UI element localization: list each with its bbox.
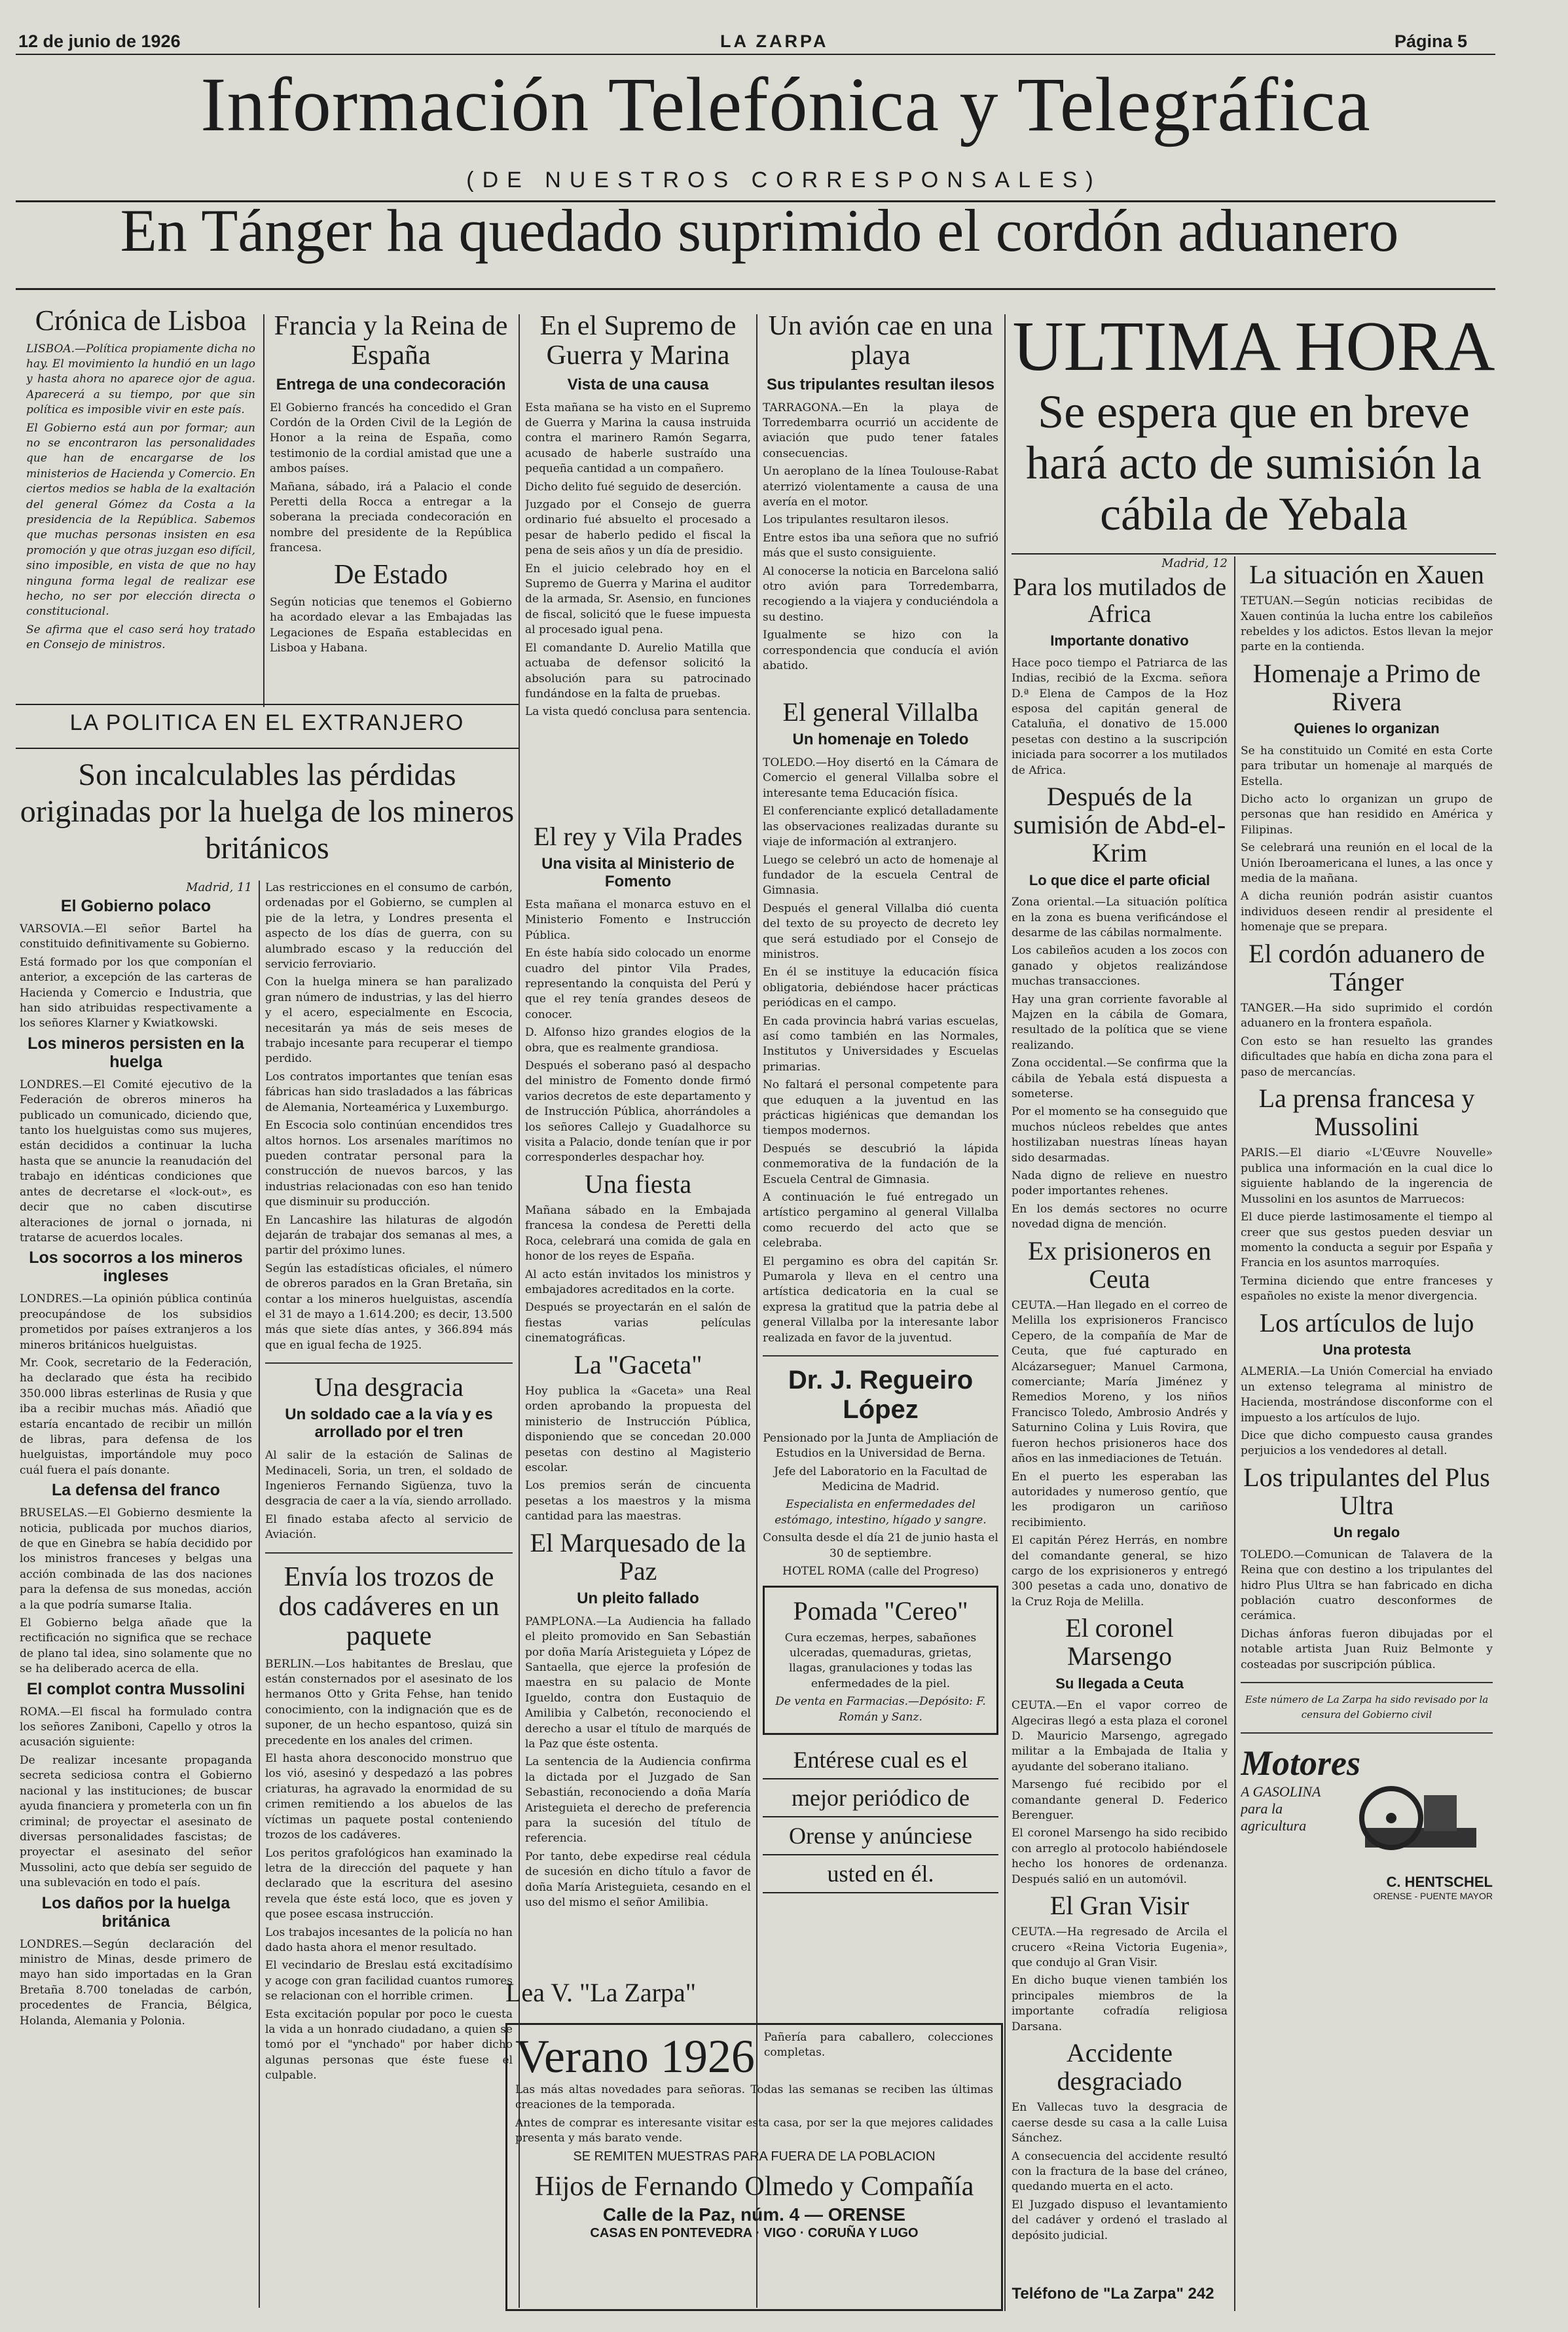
article-heading: La prensa francesa y Mussolini xyxy=(1258,1084,1475,1142)
article-heading: El Gran Visir xyxy=(1049,1891,1190,1921)
column-rule xyxy=(263,314,264,707)
article-heading: El rey y Vila Prades xyxy=(533,822,742,851)
article-avion: Un avión cae en una playa Sus tripulantes resultan ilesos TARRAGONA.—En la playa de Torredembarra ocurrió un accidente de aviación que pudo tener fatales consecuencias. Un aeroplano de la línea Toulouse-Rabat aterrizó violentamente a causa de una avería en el motor. Los tripulantes resultaron ilesos. Entre estos iba una señora que no sufrió más que el susto consiguiente. Al conocerse la noticia en Barcelona salió otro avión para Torredembarra, recogiendo a la viajera y conduciéndola a su destino. Igualmente se hizo con la correspondencia que conducía el avión abatido. xyxy=(763,311,998,673)
article-heading: Crónica de Lisboa xyxy=(35,304,247,337)
telephone-number: Teléfono de "La Zarpa" 242 xyxy=(1012,2285,1214,2303)
column-rule xyxy=(1234,556,1235,2311)
section-rule xyxy=(16,748,519,749)
section-label: LA POLITICA EN EL EXTRANJERO xyxy=(69,710,465,735)
headline-rule xyxy=(16,288,1495,290)
advert-motores: Motores A GASOLINA para la agricultura xyxy=(1241,1743,1493,1874)
article-heading: La situación en Xauen xyxy=(1249,560,1484,589)
article-lisboa: Crónica de Lisboa LISBOA.—Política propiamente dicha no hay. El movimiento la hundió en un lago y hasta ahora no aparece ojor de agua. Aparecerá a su tiempo, por que sin política es imposible vivir en este país. El Gobierno está aun por formar; aun no se encontraron las personalidades que han de encargarse de los ministerios de Hacienda y Comercio. En ciertos medios se habla de la exaltación del general Gómez da Costa a la presidencia de la República. Sabemos que muchas personas insisten en esa promoción y que otras juzgan eso difícil, sino imposible, en vista de que no hay ninguna forma legal de realizar ese hecho, no ser por elección directa o constitucional. Se afirma que el caso será hoy tratado en Consejo de ministros. xyxy=(26,304,255,652)
masthead-subtitle: (DE NUESTROS CORRESPONSALES) xyxy=(466,168,1102,192)
article-right: La situación en Xauen TETUAN.—Según noticias recibidas de Xauen continúa la lucha entre los cabileños rebeldes y los adictos. Estos llevan la mejor parte en la contienda. Homenaje a Primo de Rivera Quienes lo organizan Se ha constituido un Comité en esta Corte para tributar un homenaje al marqués de Estella. Dicho acto lo organizan un grupo de personas que han residido en América y Filipinas. Se celebrará una reunión en el local de la Unión Iberoamericana el lunes, a las once y media de la mañana. A dicha reunión podrán asistir cuantos individuos deseen rendir al presidente el homenaje que se prepara. El cordón aduanero de Tánger TANGER.—Ha sido suprimido el cordón aduanero en la frontera española. Con esto se han resuelto las grandes dificultades que había en dicha zona para el paso de mercancías. La prensa francesa y Mussolini PARIS.—El diario «L'Œuvre Nouvelle» publica una información en la cual dice lo siguiente hablando de la ingerencia de Mussolini en los asuntos de Marruecos: El duce pierde lastimosamente el tiempo al creer que sus gestos pueden desviar un momento la conducta a seguir por España y Francia en los asuntos marroquíes. Termina diciendo que entre franceses y españoles no existe la menor divergencia. Los artículos de lujo Una protesta ALMERIA.—La Unión Comercial ha enviado un extenso telegrama al ministro de Hacienda, mostrándose disconforme con el impuesto a los artículos de lujo. Dice que dicho compuesto causa grandes perjuicios a los vendedores al detall. Los tripulantes del Plus Ultra Un regalo TOLEDO.—Comunican de Talavera de la Reina que con destino a los tripulantes del hidro Plus Ultra se han fabricado en dicha población cuatro desconformes de cerámica. Dichas ánforas fueron dibujadas por el notable artista Juan Ruiz Belmonte y costeadas por suscripción pública. Este número de La Zarpa ha sido revisado por la censura del Gobierno civil Motores A GASOLINA para la agricultura C. HENTSCHEL ORENSE - PUENTE MAYOR xyxy=(1241,560,1493,1901)
article-heading: Ex prisioneros en Ceuta xyxy=(1028,1235,1211,1294)
advert-cereo: Pomada "Cereo" Cura eczemas, herpes, sabañones ulceradas, quemaduras, grietas, llagas, granulaciones y todas las enfermedades de la piel. De venta en Farmacias.—Depósito: F. Román y Sanz. xyxy=(763,1586,998,1735)
section-rule xyxy=(1012,553,1496,555)
article-heading: Para los mutilados de Africa xyxy=(1012,574,1227,629)
article-heading: El Marquesado de la Paz xyxy=(530,1527,746,1586)
censorship-note: Este número de La Zarpa ha sido revisado por la censura del Gobierno civil xyxy=(1245,1694,1489,1721)
column-rule xyxy=(756,314,757,2308)
top-rule xyxy=(16,54,1495,55)
article-heading: Una desgracia xyxy=(314,1372,464,1402)
issue-date: 12 de junio de 1926 xyxy=(18,31,181,51)
main-headline: En Tánger ha quedado suprimido el cordón aduanero xyxy=(120,197,1399,264)
advert-enterese: Entérese cual es el mejor periódico de Orense y anúnciese usted en él. xyxy=(763,1741,998,1893)
advert-regueiro: Dr. J. Regueiro López xyxy=(788,1366,974,1424)
article-heading: Accidente desgraciado xyxy=(1057,2038,1182,2096)
article-heading: De Estado xyxy=(334,559,448,590)
paper-name: LA ZARPA xyxy=(720,31,829,51)
ultima-hora-label: ULTIMA HORA xyxy=(1012,308,1495,386)
article-heading: Los artículos de lujo xyxy=(1259,1307,1474,1338)
article-francia: Francia y la Reina de España Entrega de una condecoración El Gobierno francés ha concedido el Gran Cordón de la Orden Civil de la Legión de Honor a la reina de España, como testimonio de la cordial amistad que une a ambos países. Mañana, sábado, irá a Palacio el conde Peretti della Rocca a entregar a la soberana la preciada condecoración en nombre del presidente de la República francesa. De Estado Según noticias que tenemos el Gobierno ha acordado elevar a las Embajadas las Legaciones de España establecidas en Lisboa y Habana. xyxy=(270,311,512,655)
article-rey-etc: El rey y Vila Prades Una visita al Ministerio de Fomento Esta mañana el monarca estuvo en el Ministerio Fomento e Instrucción Pública. En éste había sido colocado un enorme cuadro del pintor Vila Prades, representando la conquista del Perú y que el rey tenía grandes deseos de conocer. D. Alfonso hizo grandes elogios de la obra, que es realmente grandiosa. Después el soberano pasó al despacho del ministro de Fomento donde firmó varios decretos de este departamento y de Instrucción Pública, ahorrándoles a los señores Callejo y Guadalhorce su visita a Palacio, donde tenían que ir por corresponderles despachar hoy. Una fiesta Mañana sábado en la Embajada francesa la condesa de Peretti della Roca, celebrará una comida de gala en honor de los reyes de España. Al acto están invitados los ministros y embajadores acreditados en la corte. Después se proyectarán en el salón de fiestas varias películas cinematográficas. La "Gaceta" Hoy publica la «Gaceta» una Real orden aprobando la propuesta del ministerio de Instrucción Pública, disponiendo que se concedan 20.000 pesetas con destino al Magisterio escolar. Los premios serán de cincuenta pesetas a los maestros y la misma cantidad para las maestras. El Marquesado de la Paz Un pleito fallado PAMPLONA.—La Audiencia ha fallado el pleito promovido en San Sebastián por doña María Aristeguieta y López de Santaella, que ejerce la profesión de maestra en su palacio de Monte Igueldo, contra don Eustaquio de Amilibia y Calbetón, reconociendo el derecho a usar el título de marqués de la Paz que éste ostenta. La sentencia de la Audiencia confirma la dictada por el Juzgado de San Sebastián, reconociendo a doña María Aristeguieta el derecho de preferencia para la sucesión del título de referencia. Por tanto, debe expedirse real cédula de sucesión en dicho título a favor de doña María Aristeguieta, cesando en el uso del mismo el señor Amilibia. xyxy=(525,822,751,1910)
advert-lea: Lea V. "La Zarpa" xyxy=(505,1978,697,2007)
article-heading: Envía los trozos de dos cadáveres en un paquete xyxy=(278,1561,500,1652)
article-heading: Una fiesta xyxy=(584,1169,692,1199)
article-heading: Un avión cae en una playa xyxy=(768,311,993,371)
masthead: Información Telefónica y Telegráfica xyxy=(200,62,1371,147)
column-rule xyxy=(1004,314,1006,2311)
ultima-hora-banner xyxy=(1012,308,1496,556)
ultima-hora-headline: Se espera que en breve hará acto de sumisión la cábila de Yebala xyxy=(1026,386,1482,540)
article-huelga-head xyxy=(16,753,519,877)
article-heading: Francia y la Reina de España xyxy=(274,311,508,371)
article-heading: El general Villalba xyxy=(782,697,979,727)
article-heading: La "Gaceta" xyxy=(574,1349,702,1379)
article-madrid: Madrid, 12 Para los mutilados de Africa Importante donativo Hace poco tiempo el Patriarca de las Indias, recibió de la Excma. señora D.ª Elena de Campos de la Hoz esposa del capitán general de Cataluña, el donativo de 15.000 pesetas con destino a la suscripción iniciada para socorrer a los mutilados de Africa. Después de la sumisión de Abd-el-Krim Lo que dice el parte oficial Zona oriental.—La situación política en la zona es buena verificándose el desarme de las cábilas normalmente. Los cabileños acuden a los zocos con ganado y objetos realizándose muchas transacciones. Hay una gran corriente favorable al Majzen en la cábila de Gomara, resultado de la política que se viene realizando. Zona occidental.—Se confirma que la cábila de Yebala está dispuesta a someterse. Por el momento se ha conseguido que muchos núcleos rebeldes que antes hostilizaban nuestras líneas hayan sido desarmadas. Nada digno de relieve en nuestro poder importantes rehenes. En los demás sectores no ocurre novedad digna de mención. Ex prisioneros en Ceuta CEUTA.—Han llegado en el correo de Melilla los exprisioneros Francisco Cepero, de la compañía de Mar de Ceuta, que fué capturado en Alcázarseguer; Manuel Carmona, comerciante; María Jiménez y Remedios Moreno, y los niños Francisco Toledo, Ambrosio Andrés y Saturnino Colina y Luis Rovira, que fueron hechos prisioneros hace dos años en las inmediaciones de Tetuán. En el puerto les esperaban las autoridades y numeroso gentío, que les prodigaron un cariñoso recibimiento. El capitán Pérez Herrás, en nombre del comandante general, se hizo cargo de los exprisioneros y entregó 300 pesetas a cada uno, donativo de la Cruz Roja de Melilla. El coronel Marsengo Su llegada a Ceuta CEUTA.—En el vapor correo de Algeciras llegó a esta plaza el coronel D. Mauricio Marsengo, agregado militar a la Embajada de Italia y ayudante del soberano italiano. Marsengo fué recibido por el comandante general D. Federico Berenguer. El coronel Marsengo ha sido recibido con arreglo al protocolo habiéndosele hecho los honores de ordenanza. Después salió en un automóvil. El Gran Visir CEUTA.—Ha regresado de Arcila el crucero «Reina Victoria Eugenia», que condujo al Gran Visir. En dicho buque vienen también los principales miembros de la importante cofradía religiosa Darsana. Accidente desgraciado En Vallecas tuvo la desgracia de caerse desde su casa a la calle Luisa Sánchez. A consecuencia del accidente resultó con la fractura de la base del cráneo, quedando muerta en el acto. El Juzgado dispuso el levantamiento del cadáver y ordenó el traslado al depósito judicial. xyxy=(1012,556,1228,2242)
column-rule xyxy=(259,881,260,2308)
section-rule xyxy=(16,704,519,705)
article-heading: El cordón aduanero de Tánger xyxy=(1249,938,1485,996)
article-supremo: En el Supremo de Guerra y Marina Vista de una causa Esta mañana se ha visto en el Supremo de Guerra y Marina la causa instruida contra el marinero Ramón Segarra, acusado de haberle sustraído una pequeña cantidad a un compañero. Dicho delito fué seguido de deserción. Juzgado por el Consejo de guerra ordinario fué absuelto el procesado a pesar de haberlo pedido el fiscal la pena de seis años y un día de presidio. En el juicio celebrado hoy en el Supremo de Guerra y Marina el auditor de la armada, Sr. Asensio, en funciones de fiscal, solicitó que le fuese impuesta al procesado igual pena. El comandante D. Aurelio Matilla que actuaba de defensor solicitó la absolución para su patrocinado fundándose en la falta de pruebas. La vista quedó conclusa para sentencia. xyxy=(525,311,751,719)
engine-icon xyxy=(1352,1782,1483,1861)
article-heading: El coronel Marsengo xyxy=(1065,1613,1174,1671)
article-villalba-etc: El general Villalba Un homenaje en Toledo TOLEDO.—Hoy disertó en la Cámara de Comercio el general Villalba sobre el interesante tema Educación física. El conferenciante explicó detalladamente las observaciones realizadas durante su viaje de información al extranjero. Luego se celebró un acto de homenaje al fundador de la escuela Central de Gimnasia. Después el general Villalba dió cuenta del texto de su proyecto de decreto ley que será estudiado por el Consejo de ministros. En él se instituye la educación física obligatoria, debiéndose hacer prácticas periódicas en el campo. En cada provincia habrá varias escuelas, así como también en las Normales, Institutos y Universidades y Escuelas primarias. No faltará el personal competente para que eduquen a la juventud en las prácticas higiénicas que demandan los tiempos modernos. Después se descubrió la lápida conmemorativa de la fundación de la Escuela Central de Gimnasia. A continuación le fué entregado un artístico pergamino al general Villalba como recuerdo del acto que se celebraba. El pergamino es obra del capitán Sr. Pumarola y lleva en el centro una artística dedicatoria en la cual se expresa la gratitud que la patria debe al general Villalba por la interesante labor realizada en favor de la juventud. Dr. J. Regueiro López Pensionado por la Junta de Ampliación de Estudios en la Universidad de Berna. Jefe del Laboratorio en la Facultad de Medicina de Madrid. Especialista en enfermedades del estómago, intestino, hígado y sangre. Consulta desde el día 21 de junio hasta el 30 de septiembre. HOTEL ROMA (calle del Progreso) Pomada "Cereo" Cura eczemas, herpes, sabañones ulceradas, quemaduras, grietas, llagas, granulaciones y todas las enfermedades de la piel. De venta en Farmacias.—Depósito: F. Román y Sanz. Entérese cual es el mejor periódico de Orense y anúnciese usted en él. xyxy=(763,694,998,2023)
article-heading: Son incalculables las pérdidas originadas por la huelga de los mineros británicos xyxy=(20,757,515,865)
article-heading: En el Supremo de Guerra y Marina xyxy=(539,311,737,371)
article-huelga-col2: Las restricciones en el consumo de carbón, ordenadas por el Gobierno, se cumplen al pie de la letra, y Londres presenta el aspecto de los días de guerra, con su alumbrado escaso y la reducción del servicio ferroviario. Con la huelga minera se han paralizado gran número de industrias, y las del hierro y el acero, especialmente en Escocia, necesitarán ya más de seis meses de trabajo incesante para recuperar el tiempo perdido. Los contratos importantes que tenían esas fábricas han sido trasladados a las fábricas de Alemania, Norteamérica y Luxemburgo. En Escocia solo continúan encendidos tres altos hornos. Los arsenales marítimos no pueden contratar personal para la construcción de nuevos barcos, y las industrias relacionadas con eso han tenido que disminuir su producción. En Lancashire las hilaturas de algodón dejarán de trabajar dos semanas al mes, a partir del próximo lunes. Según las estadísticas oficiales, el número de obreros parados en la Gran Bretaña, sin contar a los mineros huelguistas, ascendía el 31 de mayo a 1.614.200; es decir, 13.500 más que siete días antes, y 366.894 más que en igual fecha de 1925. Una desgracia Un soldado cae a la vía y es arrollado por el tren Al salir de la estación de Salinas de Medinaceli, Soria, un tren, el soldado de Ingenieros Fernando Sigüenza, tuvo la desgracia de caer a la vía, siendo arrollado. El finado estaba afecto al servicio de Aviación. Envía los trozos de dos cadáveres en un paquete BERLIN.—Los habitantes de Breslau, que están consternados por el asesinato de los hermanos Otto y Grita Fehse, han tenido conocimiento, con la indignación que es de suponer, de un hecho espantoso, quizá sin precedente en los anales del crimen. El hasta ahora desconocido monstruo que los vió, asesinó y despedazó a las pobres criaturas, ha agravado la enormidad de su crimen remitiendo a los abuelos de las víctimas un paquete postal conteniendo trozos de los cadáveres. Los peritos grafológicos han examinado la letra de la dirección del paquete y han declarado que la escritura del asesino revela que éste está loco, que es joven y que posee escasa instrucción. Los trabajos incesantes de la policía no han dado hasta ahora el menor resultado. El vecindario de Breslau está excitadísimo y acoge con gran facilidad cuantos rumores se relacionan con el horrible crimen. Esta excitación popular por poco le cuesta la vida a un honrado ciudadano, a quien se tomó por el "ynchado" por haber dicho algunas personas que éste fuese el culpable. xyxy=(265,881,513,2083)
article-heading: Después de la sumisión de Abd-el-Krim xyxy=(1013,781,1226,868)
article-huelga-col1: Madrid, 11 El Gobierno polaco VARSOVIA.—El señor Bartel ha constituido definitivamente su Gobierno. Está formado por los que componían el anterior, a excepción de las carteras de Hacienda y Comercio e Industria, que han sido atribuidas respectivamente a los señores Klarner y Kwiatkowski. Los mineros persisten en la huelga LONDRES.—El Comité ejecutivo de la Federación de obreros mineros ha publicado un comunicado, diciendo que, tanto los huelguistas como sus mujeres, están decididos a continuar la lucha hasta que se anuncie la reanudación del trabajo en idénticas condiciones que antes de decretarse el «lock-out», es decir que no caben discutirse alteraciones de jornal o jornada, ni tratarse de acuerdos locales. Los socorros a los mineros ingleses LONDRES.—La opinión pública continúa preocupándose de los subsidios prometidos por países extranjeros a los mineros británicos huelguistas. Mr. Cook, secretario de la Federación, ha declarado que ésta ha recibido 350.000 libras esterlinas de Rusia y que iba a recibir muchas más. Añadió que estaría encantado de recibir un millón de libras, para defensa de los huelguistas, importándole muy poco cuál fuera el país donante. La defensa del franco BRUSELAS.—El Gobierno desmiente la noticia, publicada por muchos diarios, de que en Ginebra se había decidido por los ministros franceses y belgas una acción combinada de las dos naciones para la defensa de sus monedas, acción a la que podría sumarse Italia. El Gobierno belga añade que la rectificación no significa que se rechace de plano tal idea, sino solamente que no se ha deliberado acerca de ella. El complot contra Mussolini ROMA.—El fiscal ha formulado contra los señores Zaniboni, Capello y otros la acusación siguiente: De realizar incesante propaganda secreta sediciosa contra el Gobierno nacional y las instituciones; de buscar ayuda financiera y prometerla con un fin criminal; de proyectar el asesinato de diversas personalidades fascistas; de proyectar el asesinato del señor Mussolini, acto que debía ser seguido de una sublevación en todo el país. Los daños por la huelga británica LONDRES.—Según declaración del ministro de Minas, desde primero de mayo han sido importadas en la Gran Bretaña 8.700 toneladas de carbón, procedentes de Francia, Bélgica, Holanda, Alemania y Polonia. xyxy=(20,881,252,2028)
article-heading: Los tripulantes del Plus Ultra xyxy=(1243,1462,1490,1520)
article-heading: Homenaje a Primo de Rivera xyxy=(1252,658,1481,716)
advert-verano: Verano 1926 Pañería para caballero, colecciones completas. Las más altas novedades para señoras. Todas las semanas se reciben las últimas creaciones de la temporada. Antes de comprar es interesante visitar esta casa, por ser la que mejores calidades presenta y más barato vende. SE REMITEN MUESTRAS PARA FUERA DE LA POBLACION Hijos de Fernando Olmedo y Compañía Calle de la Paz, núm. 4 — ORENSE CASAS EN PONTEVEDRA · VIGO · CORUÑA Y LUGO xyxy=(505,2023,1003,2311)
page-number: Página 5 xyxy=(1395,31,1468,51)
